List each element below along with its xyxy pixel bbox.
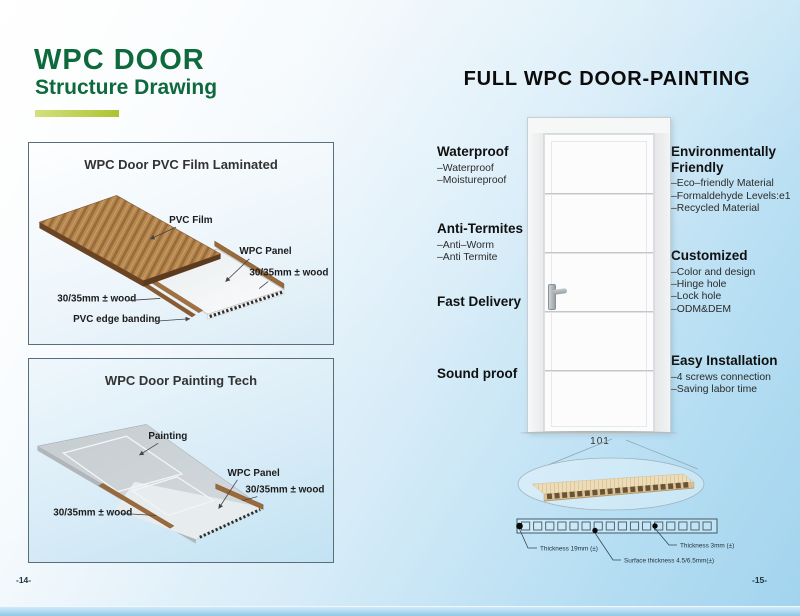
door-leaf: [544, 134, 654, 432]
measure-dot-right: [652, 523, 657, 528]
feature-customized: [671, 248, 799, 316]
door-shadow: [520, 431, 678, 435]
door-image: [527, 117, 671, 433]
right-page-title: FULL WPC DOOR-PAINTING: [463, 68, 751, 90]
pvc-film-diagram: [29, 143, 333, 344]
edge-banding-label: PVC edge banding: [73, 314, 161, 326]
door-frame-jamb-right: [654, 133, 670, 432]
feature-item: –Eco–friendly Material: [671, 178, 774, 190]
surface-thickness-label: Surface thickness 4.5/6.5mm(±): [624, 557, 715, 565]
feature-heading: Waterproof: [437, 144, 509, 159]
wood-right-label: 30/35mm ± wood: [249, 267, 329, 279]
page-title: WPC DOOR: [34, 44, 205, 76]
door-groove: [545, 311, 653, 313]
accent-bar: [35, 110, 119, 117]
feature-item: –ODM&DEM: [671, 303, 732, 315]
pvc-film-label: PVC Film: [169, 215, 213, 227]
feature-easy-installation: [671, 353, 799, 396]
box-title: WPC Door Painting Tech: [104, 373, 258, 388]
page-number-right: -15-: [752, 575, 768, 585]
measure-dot-middle: [592, 528, 597, 533]
feature-environmentally-friendly: [671, 144, 799, 215]
door-model-number: 101: [590, 436, 610, 447]
door-frame-lintel: [528, 118, 670, 134]
wpc-panel-label: WPC Panel: [239, 245, 292, 257]
structure-box-painting: [28, 358, 334, 563]
wood-right-label: 30/35mm ± wood: [245, 484, 325, 496]
feature-item: –Hinge hole: [671, 279, 727, 290]
door-groove: [545, 193, 653, 195]
painting-diagram: [29, 359, 333, 562]
feature-heading: Easy Installation: [671, 353, 778, 368]
feature-item: –Recycled Material: [671, 203, 760, 214]
feature-item: –Color and design: [671, 266, 756, 278]
page-number-left: -14-: [16, 575, 32, 585]
wood-left-label: 30/35mm ± wood: [57, 293, 137, 305]
feature-heading: Fast Delivery: [437, 294, 522, 309]
door-leaf-panel: [551, 141, 647, 427]
wood-left-label: 30/35mm ± wood: [53, 507, 133, 519]
door-groove: [545, 370, 653, 372]
measure-dot-left: [516, 523, 523, 530]
thickness-3mm-label: Thickness 3mm (±): [680, 542, 735, 550]
thickness-19mm-label: Thickness 19mm (±): [540, 545, 598, 553]
feature-heading: Customized: [671, 248, 748, 263]
door-groove: [545, 252, 653, 254]
feature-item: –Lock hole: [671, 291, 722, 303]
feature-item: –4 screws connection: [671, 371, 771, 383]
door-frame-jamb-left: [528, 133, 544, 432]
feature-heading: Environmentally Friendly: [671, 144, 777, 175]
feature-item: –Saving labor time: [671, 384, 758, 395]
structure-box-pvc-film: [28, 142, 334, 345]
feature-item: –Formaldehyde Levels:e1: [671, 190, 791, 202]
box-title: WPC Door PVC Film Laminated: [84, 157, 278, 172]
wpc-panel-label: WPC Panel: [227, 467, 280, 479]
cross-section-diagram: [470, 436, 800, 588]
feature-item: –Waterproof: [437, 162, 494, 174]
door-handle-plate: [548, 284, 556, 310]
painting-label: Painting: [148, 431, 188, 443]
feature-heading: Sound proof: [437, 366, 518, 381]
feature-item: –Anti–Worm: [437, 239, 494, 251]
feature-item: –Moistureproof: [437, 175, 507, 186]
feature-heading: Anti-Termites: [437, 221, 524, 236]
page-subtitle: Structure Drawing: [35, 76, 218, 99]
bottom-band: [0, 606, 800, 616]
feature-item: –Anti Termite: [437, 252, 498, 263]
